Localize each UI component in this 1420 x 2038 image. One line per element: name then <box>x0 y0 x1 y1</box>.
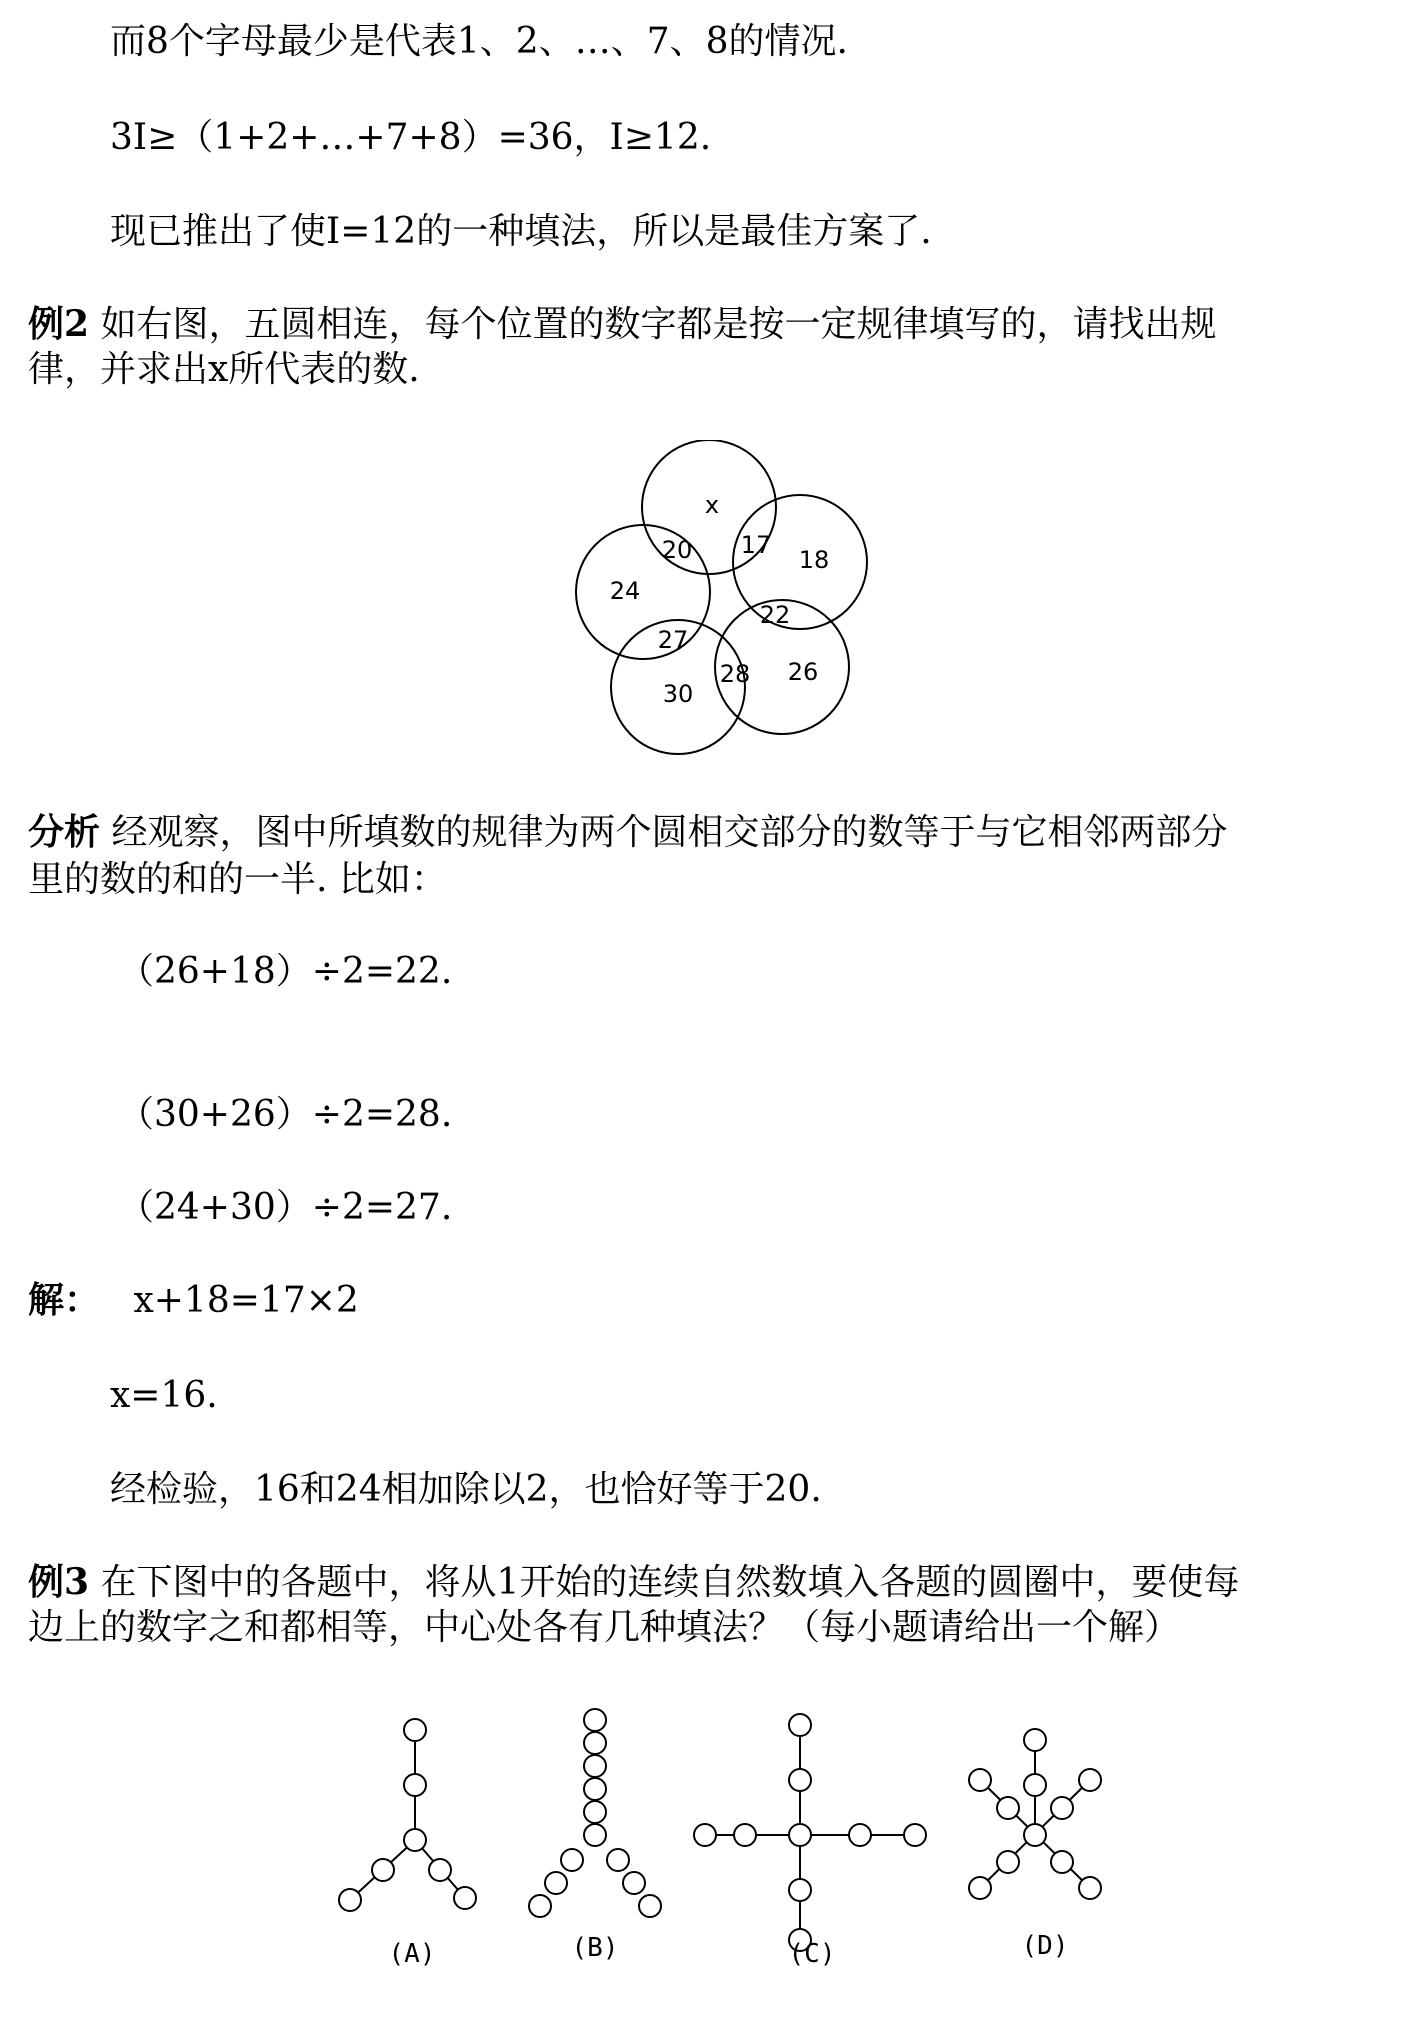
analysis-equation-1: （26+18）÷2=22. <box>118 951 453 992</box>
figure-b <box>529 1709 661 1917</box>
example2-line-1 <box>28 304 1217 345</box>
example3-text-2: 边上的数字之和都相等，中心处各有几种填法？（每小题请给出一个解） <box>28 1607 1181 1648</box>
solution-line-1 <box>28 1280 359 1321</box>
figure-a <box>339 1719 476 1911</box>
label-22: 22 <box>759 601 791 629</box>
solution-equation-2: x=16. <box>110 1375 218 1416</box>
example2-label: 例2 <box>28 303 90 345</box>
label-27: 27 <box>657 626 689 654</box>
label-28: 28 <box>719 660 751 688</box>
label-26: 26 <box>787 658 819 686</box>
analysis-line-1 <box>28 812 1227 853</box>
example3-line-1 <box>28 1562 1239 1603</box>
intro-line-3: 现已推出了使I=12的一种填法，所以是最佳方案了. <box>110 211 932 252</box>
label-20: 20 <box>661 536 693 564</box>
analysis-text-2: 里的数的和的一半. 比如： <box>28 859 447 900</box>
caption-a: (A) <box>388 1939 436 1969</box>
intro-line-2: 3I≥（1+2+…+7+8）=36，I≥12. <box>110 117 712 158</box>
analysis-text-1: 经观察，图中所填数的规律为两个圆相交部分的数等于与它相邻两部分 <box>111 812 1228 853</box>
label-17: 17 <box>740 531 772 559</box>
caption-d: (D) <box>1021 1931 1069 1961</box>
caption-c: (C) <box>788 1939 836 1969</box>
label-24: 24 <box>609 577 641 605</box>
solution-equation-1: x+18=17×2 <box>133 1280 359 1321</box>
label-x: x <box>704 491 720 519</box>
analysis-equation-2: （30+26）÷2=28. <box>118 1094 453 1135</box>
analysis-equation-3: （24+30）÷2=27. <box>118 1187 453 1228</box>
example3-text-1: 在下图中的各题中，将从1开始的连续自然数填入各题的圆圈中，要使每 <box>100 1562 1240 1603</box>
example2-text-2: 律，并求出x所代表的数. <box>28 349 420 390</box>
label-30: 30 <box>662 680 694 708</box>
analysis-label: 分析 <box>28 811 101 853</box>
example2-text-1: 如右图，五圆相连，每个位置的数字都是按一定规律填写的，请找出规 <box>100 304 1217 345</box>
intro-line-1: 而8个字母最少是代表1、2、…、7、8的情况. <box>110 21 848 62</box>
solution-label: 解： <box>28 1279 101 1321</box>
figure-d <box>969 1729 1101 1899</box>
node-figures <box>320 1700 1120 2020</box>
example3-label: 例3 <box>28 1561 90 1603</box>
caption-b: (B) <box>571 1933 619 1963</box>
figure-c <box>694 1714 926 1951</box>
label-18: 18 <box>798 546 830 574</box>
five-circles-figure <box>560 440 890 770</box>
solution-check: 经检验，16和24相加除以2，也恰好等于20. <box>110 1469 822 1510</box>
